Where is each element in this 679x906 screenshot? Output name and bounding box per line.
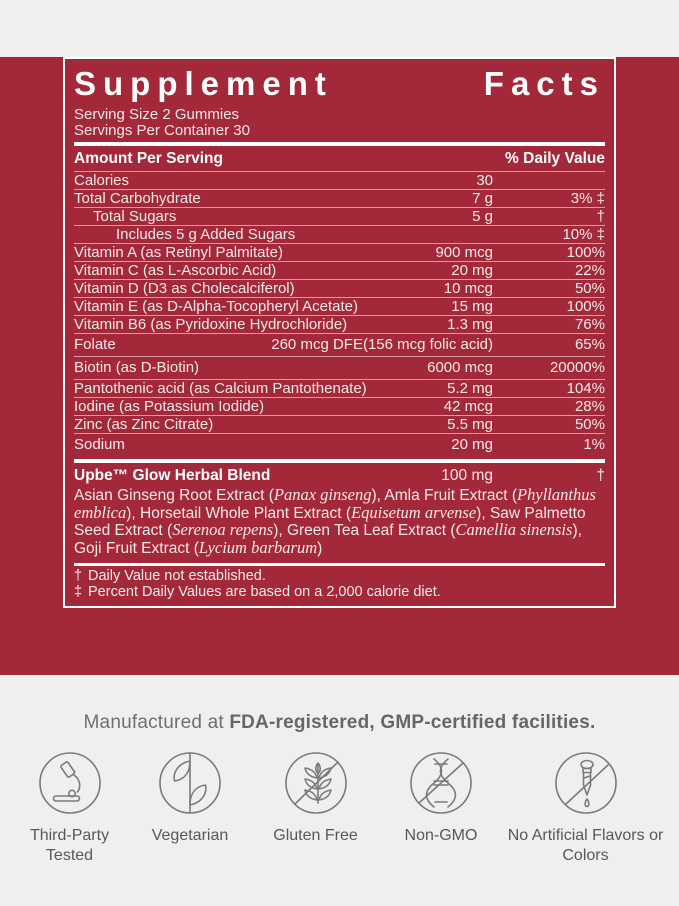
footnote-text: Daily Value not established. <box>88 568 266 584</box>
nutrient-name: Biotin (as D-Biotin) <box>74 359 200 376</box>
nutrient-name: Total Sugars <box>93 207 177 225</box>
nutrient-dv: 65% <box>574 336 605 353</box>
table-header <box>74 146 605 171</box>
nutrient-dv: 10% ‡ <box>562 225 605 243</box>
nutrient-amount: 6000 mcg <box>427 359 493 376</box>
table-row-total-sugars <box>74 207 605 225</box>
herbal-blend-name: Upbe™ Glow Herbal Blend <box>74 467 271 484</box>
percent-daily-value-header: % Daily Value <box>505 150 605 167</box>
nutrient-dv: 1% <box>583 436 605 453</box>
servings-per-container: Servings Per Container 30 <box>74 122 250 139</box>
nutrient-dv: 28% <box>574 397 605 415</box>
latin-name: Panax ginseng <box>273 485 372 504</box>
table-row-biotin <box>74 356 605 379</box>
nutrient-dv: 22% <box>574 261 605 279</box>
nutrient-name: Vitamin C (as L-Ascorbic Acid) <box>74 261 277 279</box>
manufactured-emphasis: FDA-registered, GMP-certified facilities. <box>229 712 596 733</box>
serving-size: Serving Size 2 Gummies <box>74 106 240 123</box>
nutrient-name: Vitamin D (D3 as Cholecalciferol) <box>74 279 295 297</box>
nutrient-name: Pantothenic acid (as Calcium Pantothenate) <box>74 379 367 397</box>
nutrient-dv: 50% <box>574 279 605 297</box>
table-row-vitamin-d <box>74 279 605 297</box>
supplement-facts-title <box>74 61 605 105</box>
badge-label: Non-GMO <box>404 827 478 844</box>
table-row-vitamin-c <box>74 261 605 279</box>
nutrient-name: Folate <box>74 336 116 353</box>
table-row-vitamin-a <box>74 243 605 261</box>
nutrient-name: Vitamin B6 (as Pyridoxine Hydrochloride) <box>74 315 348 333</box>
nutrient-amount: 5 g <box>472 207 493 225</box>
table-row-calories <box>74 171 605 189</box>
supplement-label-panel <box>0 57 679 675</box>
table-row-pantothenic-acid <box>74 379 605 397</box>
nutrient-name: Sodium <box>74 436 125 453</box>
table-row-iodine <box>74 397 605 415</box>
nutrient-name: Total Carbohydrate <box>74 189 201 207</box>
table-row-added-sugars <box>74 225 605 243</box>
title-word-supplement: Supplement <box>74 65 333 102</box>
dna-crossed-icon <box>409 751 473 815</box>
badge-label: No Artificial Flavors or Colors <box>507 827 664 865</box>
ingredient-text: Asian Ginseng Root Extract ( <box>74 487 274 504</box>
nutrient-dv: 3% ‡ <box>570 189 605 207</box>
nutrient-amount: 5.2 mg <box>447 379 493 397</box>
nutrient-dv: 50% <box>574 415 605 433</box>
nutrient-dv: 100% <box>566 297 605 315</box>
nutrient-name: Iodine (as Potassium Iodide) <box>74 397 265 415</box>
ingredient-text: ), Amla Fruit Extract ( <box>371 487 518 504</box>
footnotes <box>74 566 605 600</box>
ingredient-text: ) <box>317 539 323 557</box>
dropper-crossed-icon <box>554 751 618 815</box>
latin-name: Lycium barbarum <box>198 537 318 557</box>
nutrient-dv: 20000% <box>549 359 605 376</box>
nutrient-amount: 20 mg <box>451 261 493 279</box>
table-row-vitamin-e <box>74 297 605 315</box>
table-row-total-carbohydrate <box>74 189 605 207</box>
table-row-zinc <box>74 415 605 433</box>
ingredient-text: ), Horsetail Whole Plant Extract ( <box>126 504 352 522</box>
ingredient-text: ), Green Tea Leaf Extract ( <box>273 522 456 539</box>
badge-vegetarian <box>131 751 249 846</box>
amount-per-serving-header: Amount Per Serving <box>74 150 223 167</box>
microscope-icon <box>38 751 102 815</box>
nutrient-dv <box>493 173 605 189</box>
double-dagger-symbol: ‡ <box>74 583 83 600</box>
footnote-dagger <box>74 569 605 585</box>
latin-name: Camellia sinensis <box>455 520 573 539</box>
nutrient-dv: 76% <box>574 315 605 333</box>
herbal-blend-amount: 100 mg <box>441 467 493 484</box>
nutrient-amount: 260 mcg DFE(156 mcg folic acid) <box>271 336 493 353</box>
wheat-crossed-icon <box>284 751 348 815</box>
nutrient-amount: 5.5 mg <box>447 415 493 433</box>
badge-label: Gluten Free <box>273 827 358 844</box>
footnote-text: Percent Daily Values are based on a 2,000 calorie diet. <box>88 583 441 600</box>
manufactured-prefix: Manufactured at <box>83 712 230 733</box>
table-row-sodium <box>74 433 605 456</box>
nutrient-name: Zinc (as Zinc Citrate) <box>74 415 214 433</box>
certification-badges <box>0 751 679 867</box>
nutrient-amount: 10 mcg <box>443 279 493 297</box>
table-row-vitamin-b6 <box>74 315 605 333</box>
nutrient-name: Vitamin A (as Retinyl Palmitate) <box>74 243 283 261</box>
herbal-blend-dv: † <box>596 467 605 484</box>
nutrient-amount: 15 mg <box>451 297 493 315</box>
herbal-blend-row <box>74 463 605 485</box>
latin-name: Serenoa repens <box>172 520 274 539</box>
nutrient-amount: 30 <box>476 171 493 189</box>
badge-no-artificial <box>508 751 664 867</box>
dagger-symbol: † <box>74 568 83 584</box>
nutrient-name: Calories <box>74 171 130 189</box>
title-word-facts: Facts <box>483 65 605 102</box>
badge-third-party-tested <box>16 751 124 867</box>
serving-info <box>74 107 605 139</box>
nutrient-name: Vitamin E (as D-Alpha-Tocopheryl Acetate) <box>74 297 359 315</box>
ingredient-text: ), Saw Palmetto Seed Extract ( <box>74 504 586 539</box>
nutrient-amount: 20 mg <box>451 436 493 453</box>
certifications-footer <box>0 675 679 906</box>
herbal-blend-ingredients <box>74 485 605 560</box>
ingredient-text: ), Goji Fruit Extract ( <box>74 522 582 557</box>
nutrient-dv: † <box>596 207 605 225</box>
badge-non-gmo <box>382 751 500 846</box>
table-row-folate <box>74 333 605 356</box>
nutrient-amount: 1.3 mg <box>447 315 493 333</box>
nutrient-amount: 7 g <box>472 189 493 207</box>
supplement-facts-box <box>63 57 616 608</box>
nutrient-name: Includes 5 g Added Sugars <box>116 225 296 243</box>
nutrient-amount: 42 mcg <box>443 397 493 415</box>
footnote-double-dagger <box>74 585 605 601</box>
badge-gluten-free <box>257 751 375 846</box>
badge-label: Third-Party Tested <box>29 827 110 865</box>
nutrient-amount <box>295 227 493 243</box>
nutrient-amount: 900 mcg <box>435 243 493 261</box>
latin-name: Phyllanthus emblica <box>74 485 596 522</box>
nutrient-dv: 100% <box>566 243 605 261</box>
manufactured-statement <box>0 675 679 734</box>
leaf-icon <box>158 751 222 815</box>
latin-name: Equisetum arvense <box>351 502 477 522</box>
nutrient-dv: 104% <box>566 379 605 397</box>
badge-label: Vegetarian <box>151 827 229 844</box>
